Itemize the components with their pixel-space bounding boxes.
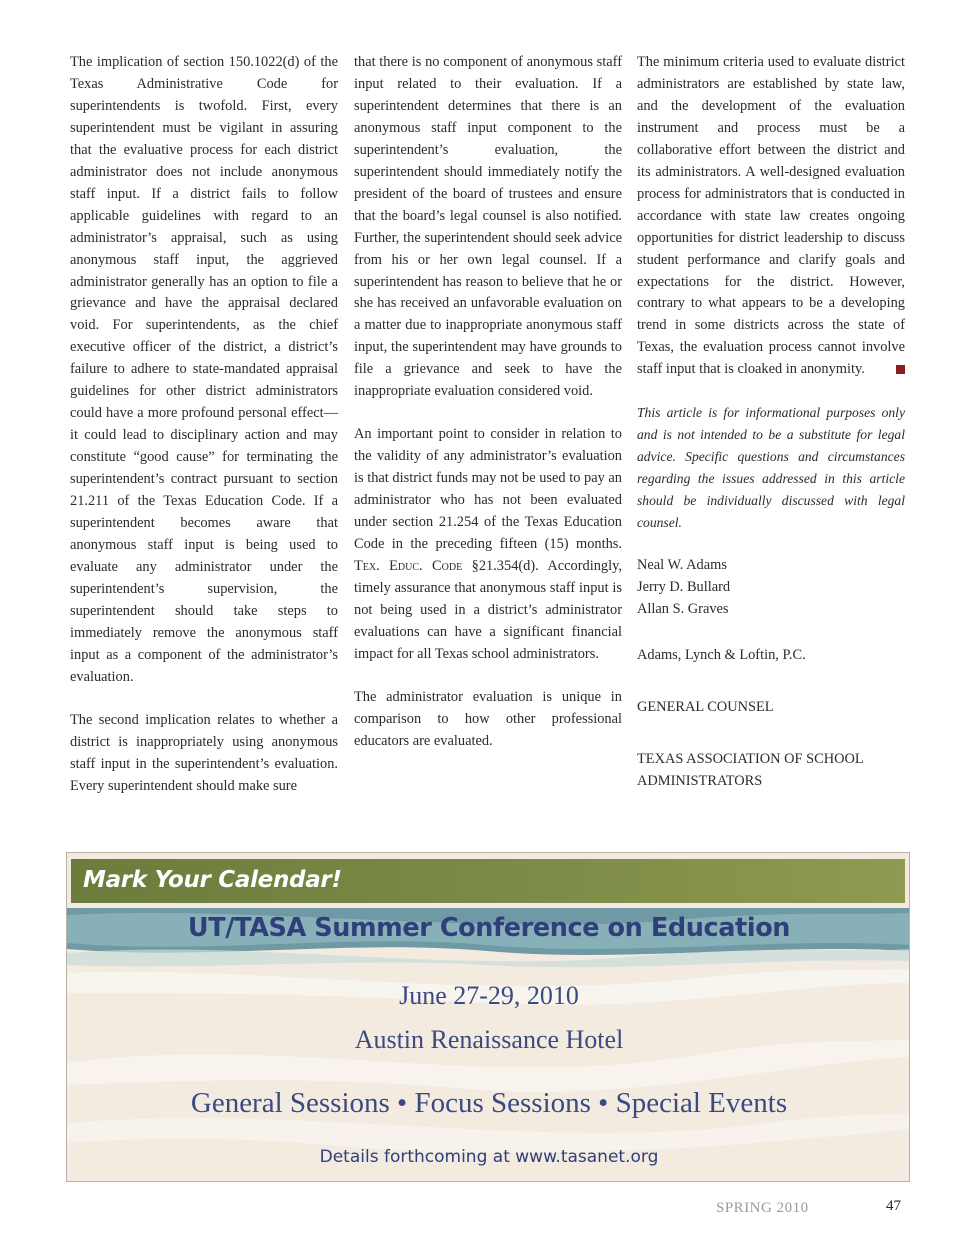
legal-citation: Tex. Educ. Code	[354, 557, 463, 574]
conference-sessions: General Sessions • Focus Sessions • Special Events	[190, 1087, 788, 1119]
calendar-banner	[71, 859, 905, 903]
author-name: Allan S. Graves	[637, 600, 729, 617]
article-paragraph: The second implication relates to whether a district is inappropriately using anonymous staff input in the superintendent’s evaluation. Every superintendent should make sure	[70, 711, 338, 794]
association-name: TEXAS ASSOCIATION OF SCHOOL ADMINISTRATORS	[637, 750, 864, 789]
issue-season: SPRING 2010	[716, 1200, 809, 1216]
conference-details-link[interactable]: Details forthcoming at www.tasanet.org	[319, 1147, 659, 1167]
author-list	[637, 555, 905, 621]
paragraph-text: The minimum criteria used to evaluate district administrators are established by state law, and the development of the evaluation instrument and process must be a collaborative effort between the district and its administrators. A well-designed evaluation process for administrators that is conducted in accordance with state law creates ongoing opportunities for district leadership to discuss student performance and clarify goals and expectations for the district. However, contrary to what appears to be a developing trend in some districts across the state of Texas, the evaluation process cannot involve staff input that is cloaked in anonymity.	[637, 54, 905, 378]
article-paragraph	[637, 52, 905, 381]
page-number: 47	[886, 1198, 901, 1214]
banner-heading: Mark Your Calendar!	[83, 867, 342, 893]
article-column-3	[637, 52, 905, 823]
conference-venue: Austin Renaissance Hotel	[354, 1025, 624, 1054]
author-name: Jerry D. Bullard	[637, 578, 731, 595]
author-role: GENERAL COUNSEL	[637, 698, 774, 715]
article-paragraph: The administrator evaluation is unique in comparison to how other professional educators are evaluated.	[354, 688, 622, 749]
article-paragraph: that there is no component of anonymous staff input related to their evaluation. If a superintendent determines that there is an anonymous staff input component to the superintendent’s evaluation, the superintendent should immediately notify the president of the board of trustees and ensure that the board’s legal counsel is also notified. Further, the superintendent should seek advice from his or her own legal counsel. If a superintendent has reason to believe that he or she has received an unfavorable evaluation on a matter due to inappropriate anonymous staff input, the superintendent may have grounds to file a grievance and seek to have the inappropriate evaluation considered void.	[354, 54, 622, 400]
end-of-article-icon	[896, 365, 905, 374]
conference-date: June 27-29, 2010	[399, 981, 579, 1010]
article-column-1	[70, 52, 338, 797]
conference-advertisement	[66, 852, 910, 1182]
paragraph-text: §21.354(d). Accordingly, timely assurance that anonymous staff input is not being used in a district’s administrator evaluations can have a significant financial impact for all Texas school administrators.	[354, 557, 622, 662]
conference-title: UT/TASA Summer Conference on Education	[187, 913, 791, 943]
article-paragraph: The implication of section 150.1022(d) of the Texas Administrative Code for superintendents is twofold. First, every superintendent must be vigilant in assuring that the evaluative process for each district administrator does not include anonymous staff input. If a district fails to follow applicable guidelines with regard to an administrator’s appraisal, such as using anonymous staff input, the aggrieved administrator generally has an option to file a grievance and have the appraisal declared void. For superintendents, as the chief executive officer of the district, a district’s failure to adhere to state-mandated appraisal guidelines for other district administrators could have a more profound personal effect—it could lead to disciplinary action and may constitute “good cause” for terminating the superintendent’s contract pursuant to section 21.211 of the Texas Education Code. If a superintendent becomes aware that anonymous staff input is being used to evaluate any administrator under the superintendent’s supervision, the superintendent should take steps to immediately remove the anonymous staff input as a component of the administrator’s evaluation.	[70, 54, 338, 685]
law-firm-name: Adams, Lynch & Loftin, P.C.	[637, 646, 806, 663]
article-column-2	[354, 52, 622, 753]
author-name: Neal W. Adams	[637, 557, 727, 574]
legal-disclaimer: This article is for informational purposes only and is not intended to be a substitute for legal advice. Specific questions and circumstances regarding the issues addressed in this article should be individually discussed with legal counsel.	[637, 405, 905, 531]
paragraph-text: An important point to consider in relation to the validity of any administrator’s evaluation is that district funds may not be used to pay an administrator who has not been evaluated under section 21.254 of the Texas Education Code in the preceding fifteen (15) months.	[354, 426, 622, 553]
article-paragraph	[354, 424, 622, 665]
